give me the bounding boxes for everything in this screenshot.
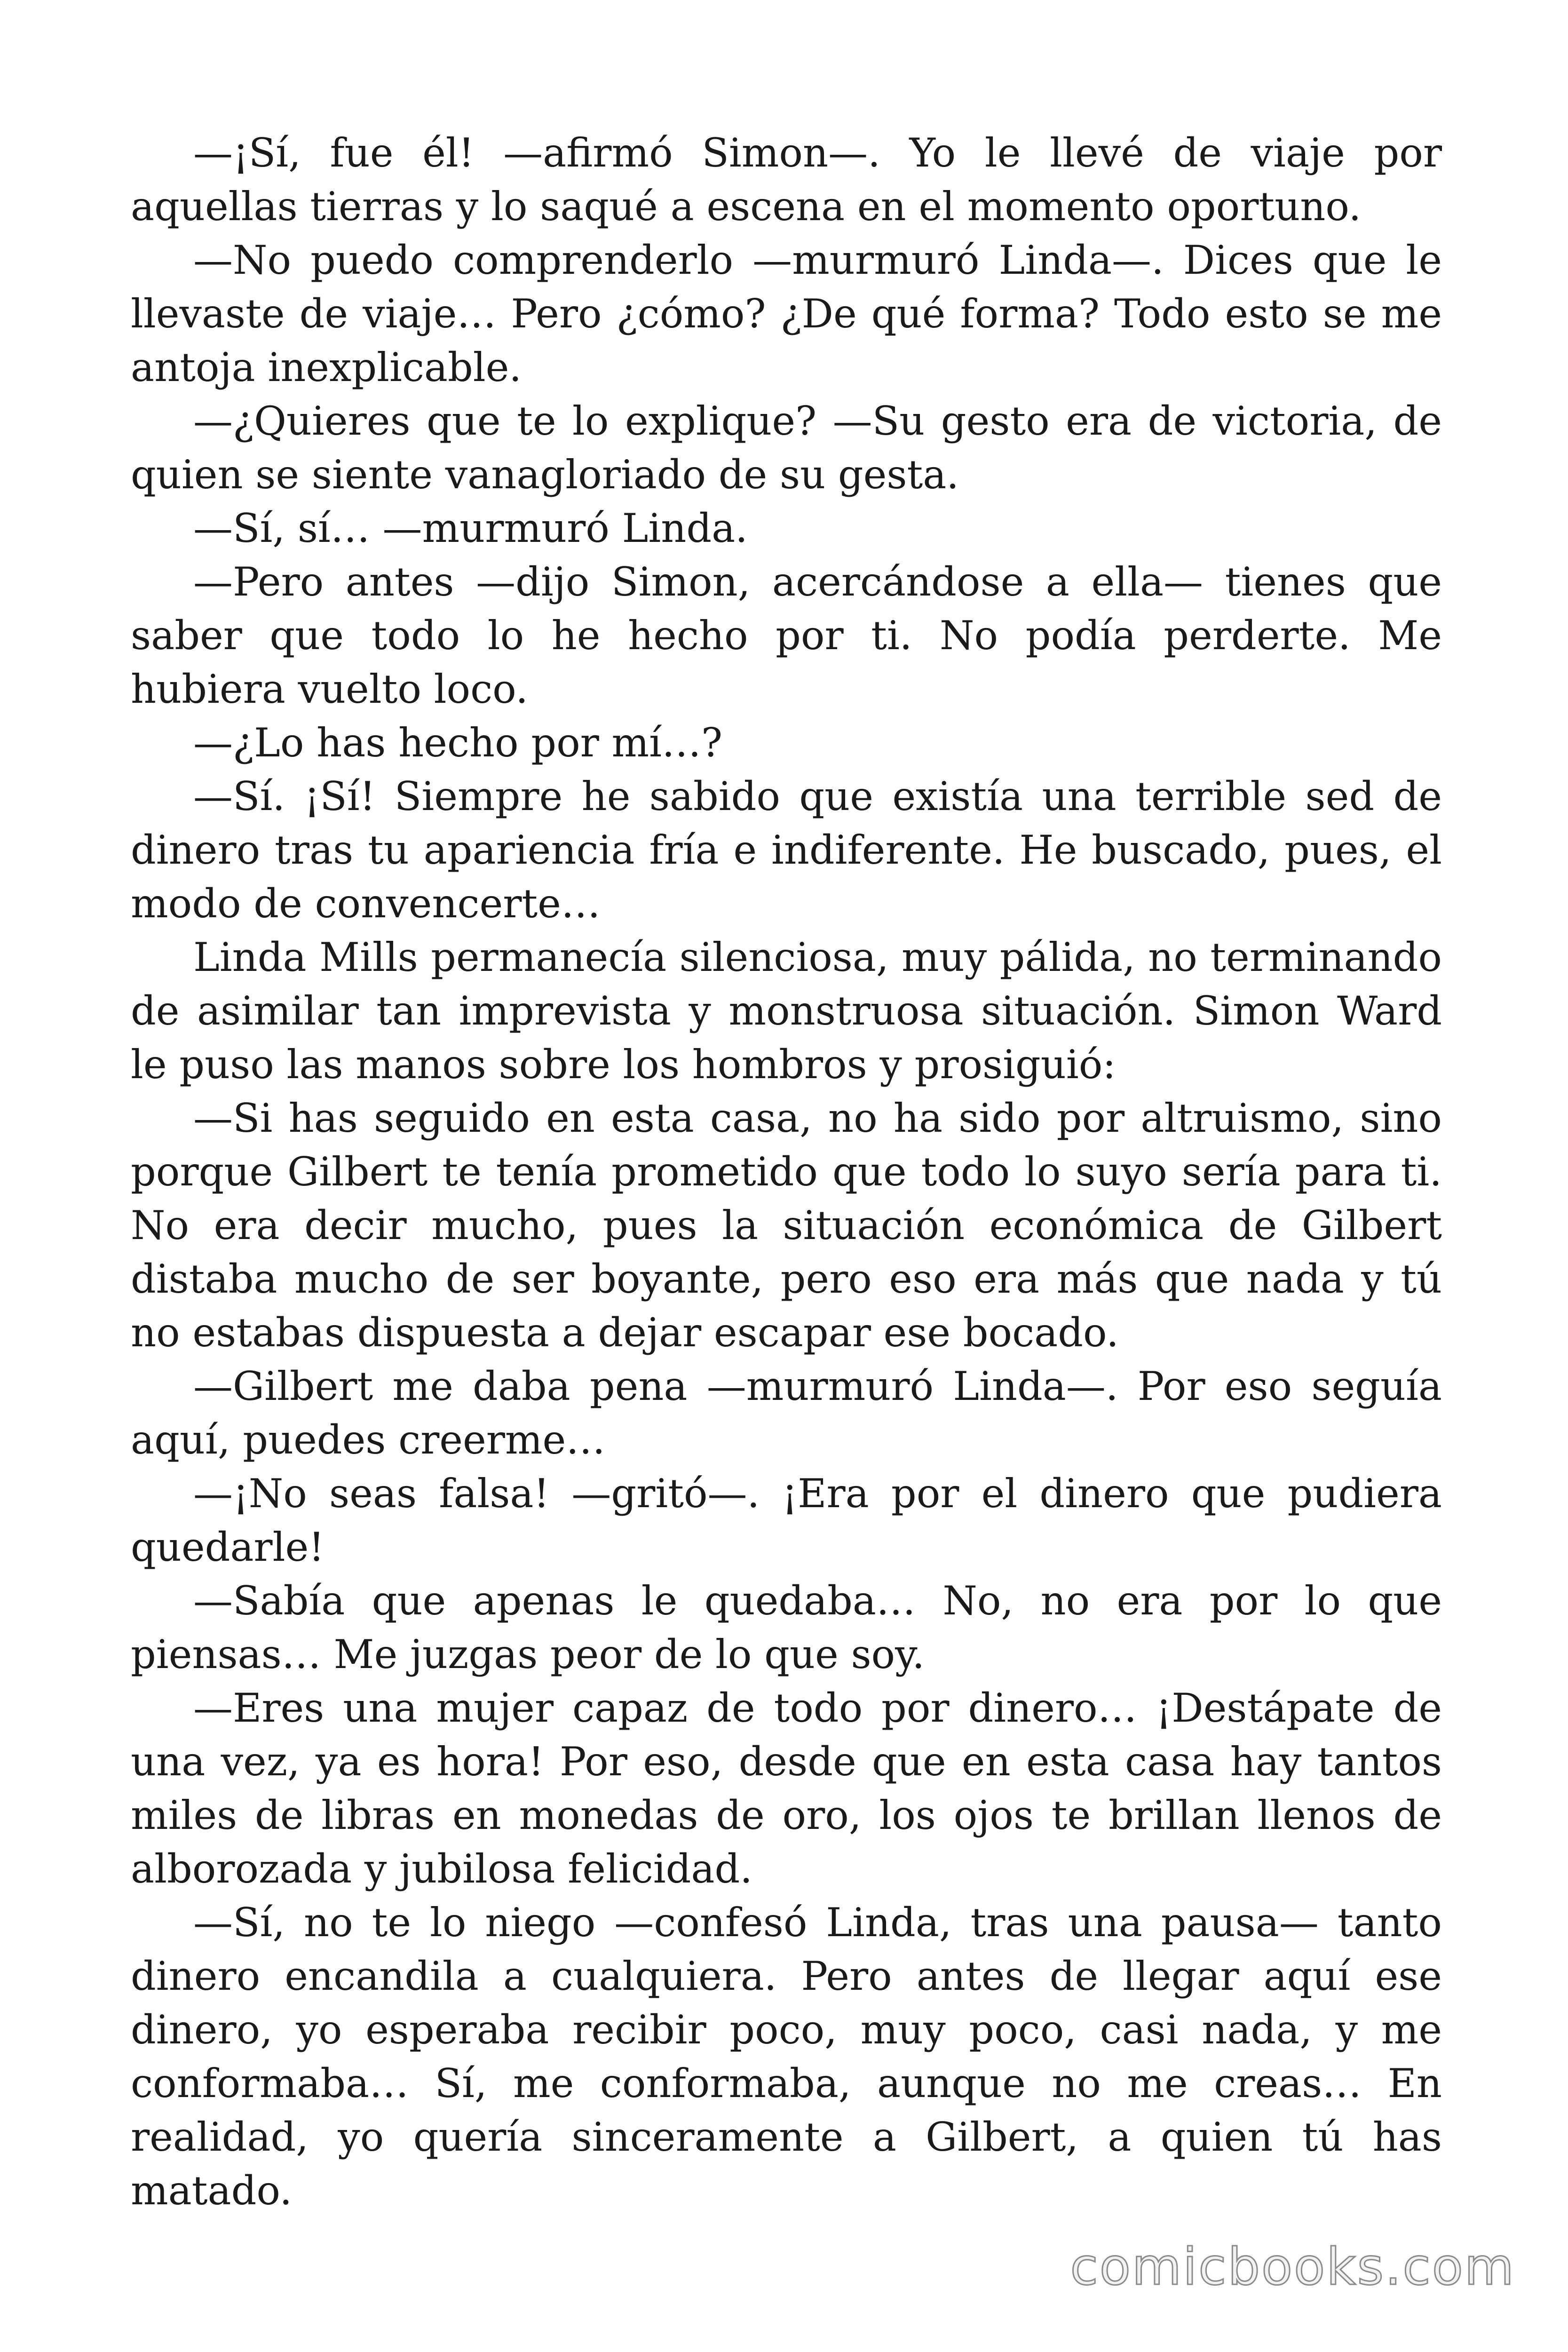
paragraph: —¡Sí, fue él! —afirmó Simon—. Yo le llevé de viaje por aquellas tierras y lo saqué a escena en el momento oportuno. bbox=[131, 130, 1442, 230]
paragraph: —Sí. ¡Sí! Siempre he sabido que existía una terrible sed de dinero tras tu apariencia fría e indiferente. He buscado, pues, el modo de convencerte… bbox=[131, 773, 1442, 927]
paragraph: —Gilbert me daba pena —murmuró Linda—. Por eso seguía aquí, puedes creerme… bbox=[131, 1363, 1442, 1463]
paragraph: Linda Mills permanecía silenciosa, muy pálida, no terminando de asimilar tan imprevista y monstruosa situación. Simon Ward le puso las manos sobre los hombros y prosiguió: bbox=[131, 934, 1442, 1088]
page-text bbox=[131, 126, 1442, 2217]
paragraph: —Eres una mujer capaz de todo por dinero… ¡Destápate de una vez, ya es hora! Por eso, desde que en esta casa hay tantos miles de libras en monedas de oro, los ojos te brillan llenos de alborozada y jubilosa felicidad. bbox=[131, 1685, 1442, 1892]
paragraph: —Si has seguido en esta casa, no ha sido por altruismo, sino porque Gilbert te tenía prometido que todo lo suyo sería para ti. No era decir mucho, pues la situación económica de Gilbert distaba mucho de ser boyante, pero eso era más que nada y tú no estabas dispuesta a dejar escapar ese bocado. bbox=[131, 1095, 1442, 1356]
paragraph: —Sabía que apenas le quedaba… No, no era por lo que piensas… Me juzgas peor de lo que soy. bbox=[131, 1578, 1442, 1677]
paragraph: —¿Quieres que te lo explique? —Su gesto era de victoria, de quien se siente vanagloriado de su gesta. bbox=[131, 398, 1442, 498]
paragraph: —¿Lo has hecho por mí…? bbox=[193, 720, 723, 766]
paragraph: —No puedo comprenderlo —murmuró Linda—. Dices que le llevaste de viaje… Pero ¿cómo? ¿De qué forma? Todo esto se me antoja inexplicable. bbox=[131, 237, 1442, 390]
paragraph: —¡No seas falsa! —gritó—. ¡Era por el dinero que pudiera quedarle! bbox=[131, 1470, 1442, 1570]
paragraph: —Sí, sí… —murmuró Linda. bbox=[193, 505, 748, 551]
watermark: comicbooks.com bbox=[1070, 2238, 1515, 2296]
paragraph: —Sí, no te lo niego —confesó Linda, tras una pausa— tanto dinero encandila a cualquiera. Pero antes de llegar aquí ese dinero, yo esperaba recibir poco, muy poco, casi nada, y me conformaba… Sí, me conformaba, aunque no me creas… En realidad, yo quería sinceramente a Gilbert, a quien tú has matado. bbox=[131, 1899, 1442, 2214]
paragraph: —Pero antes —dijo Simon, acercándose a ella— tienes que saber que todo lo he hecho por ti. No podía perderte. Me hubiera vuelto loco. bbox=[131, 559, 1442, 712]
